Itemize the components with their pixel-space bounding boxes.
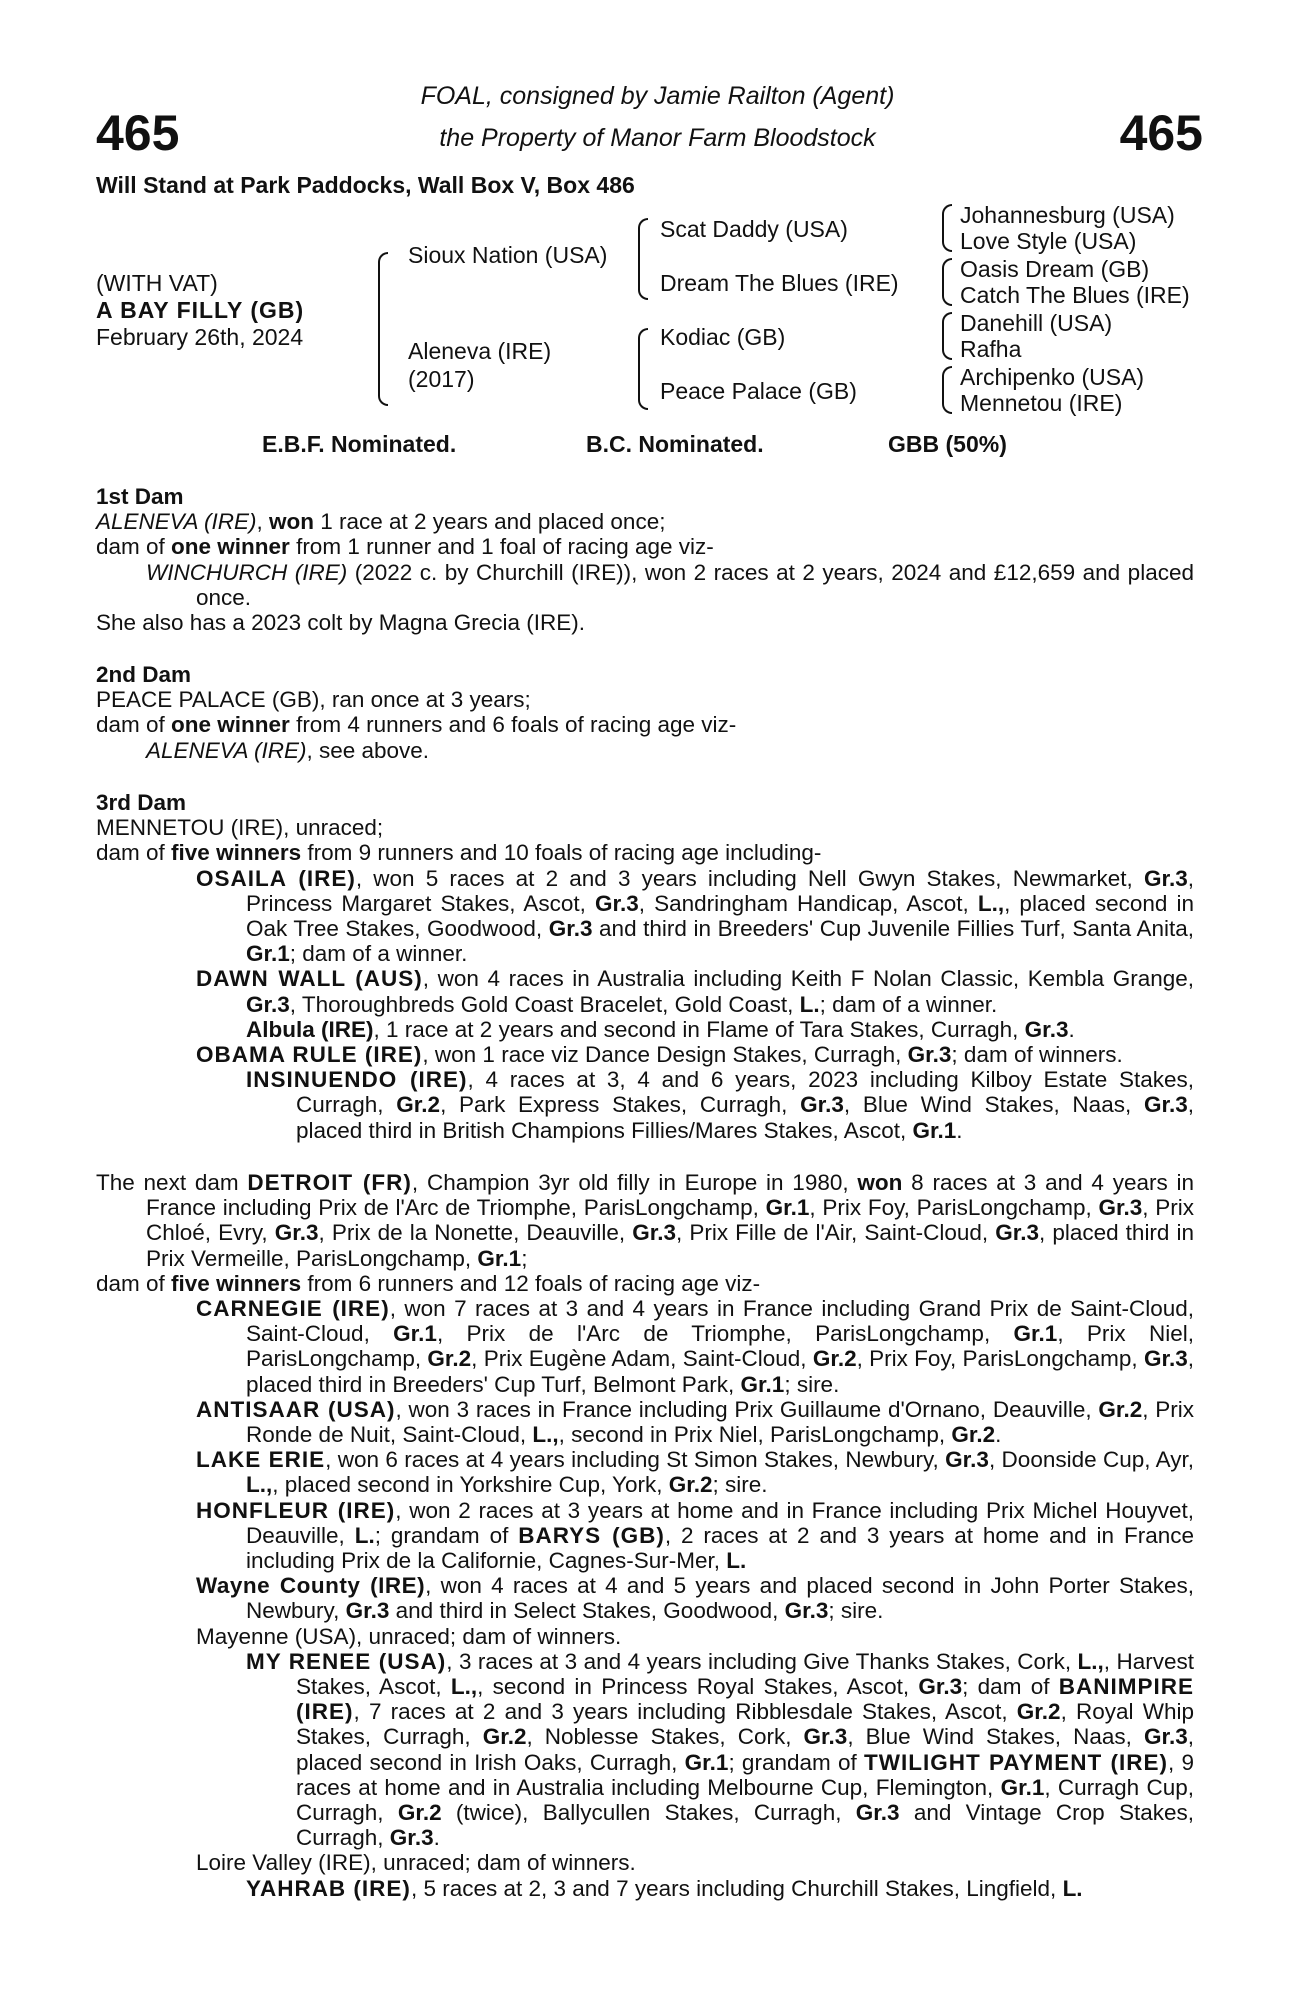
vat-label: (WITH VAT) <box>96 270 218 296</box>
progeny-entry: LAKE ERIE, won 6 races at 4 years including St Simon Stakes, Newbury, Gr.3, Doonside Cup, Ayr, L.,, placed second in Yorkshire Cup, York, Gr.2; sire. <box>196 1447 1194 1498</box>
sire-dam: Dream The Blues (IRE) <box>660 270 899 296</box>
first-dam-section <box>96 484 1194 635</box>
progeny-entry: Loire Valley (IRE), unraced; dam of winners. <box>196 1850 636 1876</box>
g3-ancestor: Oasis Dream (GB) <box>960 256 1150 282</box>
section-heading: 2nd Dam <box>96 662 192 687</box>
g3-ancestor: Mennetou (IRE) <box>960 390 1123 416</box>
progeny-entry: ANTISAAR (USA), won 3 races in France including Prix Guillaume d'Ornano, Deauville, Gr.2, Prix Ronde de Nuit, Saint-Cloud, L.,, second in Prix Niel, ParisLongchamp, Gr.2. <box>196 1396 1194 1448</box>
g3-ancestor: Johannesburg (USA) <box>960 202 1175 228</box>
next-dam-section <box>96 1170 1194 1901</box>
sire: Sioux Nation (USA) <box>408 242 608 268</box>
property-line: the Property of Manor Farm Bloodstock <box>439 124 876 152</box>
second-dam-section <box>96 662 1194 763</box>
pedigree-brace-g3c <box>942 312 952 360</box>
progeny-entry: WINCHURCH (IRE) (2022 c. by Churchill (IRE)), won 2 races at 2 years, 2024 and £12,659 and placed once. <box>146 559 1194 610</box>
pedigree-brace-g3a <box>942 204 952 252</box>
progeny-entry: Mayenne (USA), unraced; dam of winners. <box>196 1623 622 1649</box>
progeny-entry: Albula (IRE), 1 race at 2 years and second in Flame of Tara Stakes, Curragh, Gr.3. <box>246 1016 1075 1042</box>
g3-ancestor: Rafha <box>960 336 1022 362</box>
progeny-entry: CARNEGIE (IRE), won 7 races at 3 and 4 years in France including Grand Prix de Saint-Cloud, Saint-Cloud, Gr.1, Prix de l'Arc de Triomphe, ParisLongchamp, Gr.1, Prix Niel, ParisLongchamp, Gr.2, Prix Eugène Adam, Saint-Cloud, Gr.2, Prix Foy, ParisLongchamp, Gr.3, placed third in Breeders' Cup Turf, Belmont Park, Gr.1; sire. <box>196 1296 1194 1397</box>
pedigree-brace-g3b <box>942 258 952 306</box>
g3-ancestor: Danehill (USA) <box>960 310 1113 336</box>
produce-summary: dam of five winners from 9 runners and 10 foals of racing age including- <box>96 840 822 866</box>
lot-number-right: 465 <box>1119 105 1203 161</box>
progeny-name: WINCHURCH (IRE) <box>146 559 348 585</box>
section-heading: 1st Dam <box>96 484 184 509</box>
dam-record: MENNETOU (IRE), unraced; <box>96 815 384 841</box>
dam-record: PEACE PALACE (GB), ran once at 3 years; <box>96 687 531 713</box>
dam-name: ALENEVA (IRE) <box>96 509 257 535</box>
produce-summary: dam of five winners from 6 runners and 12 foals of racing age viz- <box>96 1270 761 1296</box>
also-note: She also has a 2023 colt by Magna Grecia (IRE). <box>96 610 586 636</box>
progeny-entry: OBAMA RULE (IRE), won 1 race viz Dance Design Stakes, Curragh, Gr.3; dam of winners. <box>196 1042 1123 1068</box>
g3-ancestor: Love Style (USA) <box>960 228 1137 254</box>
progeny-entry: DAWN WALL (AUS), won 4 races in Australia including Keith F Nolan Classic, Kembla Grange, Gr.3, Thoroughbreds Gold Coast Bracelet, Gold Coast, L.; dam of a winner. <box>196 966 1194 1017</box>
progeny-entry: INSINUENDO (IRE), 4 races at 3, 4 and 6 years, 2023 including Kilboy Estate Stakes, Curragh, Gr.2, Park Express Stakes, Curragh, Gr.3, Blue Wind Stakes, Naas, Gr.3, placed third in British Champions Fillies/Mares Stakes, Ascot, Gr.1. <box>246 1067 1194 1143</box>
subject-dob: February 26th, 2024 <box>96 324 304 350</box>
progeny-entry: Wayne County (IRE), won 4 races at 4 and 5 years and placed second in John Porter Stakes, Newbury, Gr.3 and third in Select Stakes, Goodwood, Gr.3; sire. <box>196 1573 1195 1624</box>
dam-dam: Peace Palace (GB) <box>660 378 857 404</box>
produce-summary: dam of one winner from 1 runner and 1 foal of racing age viz- <box>96 534 714 560</box>
progeny-entry: YAHRAB (IRE), 5 races at 2, 3 and 7 years including Churchill Stakes, Lingfield, L. <box>246 1875 1083 1901</box>
lot-number-left: 465 <box>96 105 180 161</box>
gbb-nomination: GBB (50%) <box>888 431 1007 457</box>
pedigree-brace-sire <box>638 218 648 300</box>
pedigree-brace-dam <box>638 328 648 410</box>
progeny-entry: MY RENEE (USA), 3 races at 3 and 4 years including Give Thanks Stakes, Cork, L.,, Harvest Stakes, Ascot, L.,, second in Princess Royal Stakes, Ascot, Gr.3; dam of BANIMPIRE (IRE), 7 races at 2 and 3 years including Ribblesdale Stakes, Ascot, Gr.2, Royal Whip Stakes, Curragh, Gr.2, Noblesse Stakes, Cork, Gr.3, Blue Wind Stakes, Naas, Gr.3, placed second in Irish Oaks, Curragh, Gr.1; grandam of TWILIGHT PAYMENT (IRE), 9 races at home and in Australia including Melbourne Cup, Flemington, Gr.1, Curragh Cup, Curragh, Gr.2 (twice), Ballycullen Stakes, Curragh, Gr.3 and Vintage Crop Stakes, Curragh, Gr.3. <box>246 1648 1195 1851</box>
pedigree-brace-g3d <box>942 366 952 414</box>
dam: Aleneva (IRE) <box>408 338 552 364</box>
stand-location: Will Stand at Park Paddocks, Wall Box V, Box 486 <box>96 172 635 198</box>
section-heading: 3rd Dam <box>96 790 187 815</box>
dam-year: (2017) <box>408 366 475 392</box>
subject-name: A BAY FILLY (GB) <box>96 297 305 323</box>
progeny-entry: HONFLEUR (IRE), won 2 races at 3 years at home and in France including Prix Michel Houyvet, Deauville, L.; grandam of BARYS (GB), 2 races at 2 and 3 years at home and in France including Prix de la Californie, Cagnes-Sur-Mer, L. <box>196 1497 1194 1574</box>
produce-summary: dam of one winner from 4 runners and 6 foals of racing age viz- <box>96 712 737 738</box>
bc-nomination: B.C. Nominated. <box>586 431 764 457</box>
progeny-entry: ALENEVA (IRE), see above. <box>146 737 430 763</box>
g3-ancestor: Catch The Blues (IRE) <box>960 282 1190 308</box>
dam-record: The next dam DETROIT (FR), Champion 3yr old filly in Europe in 1980, won 8 races at 3 and 4 years in France including Prix de l'Arc de Triomphe, ParisLongchamp, Gr.1, Prix Foy, ParisLongchamp, Gr.3, Prix Chloé, Evry, Gr.3, Prix de la Nonette, Deauville, Gr.3, Prix Fille de l'Air, Saint-Cloud, Gr.3, placed third in Prix Vermeille, ParisLongchamp, Gr.1; <box>96 1170 1195 1271</box>
dam-record: ALENEVA (IRE), won 1 race at 2 years and placed once; <box>96 509 666 535</box>
progeny-entry: OSAILA (IRE), won 5 races at 2 and 3 years including Nell Gwyn Stakes, Newmarket, Gr.3, Princess Margaret Stakes, Ascot, Gr.3, Sandringham Handicap, Ascot, L.,, placed second in Oak Tree Stakes, Goodwood, Gr.3 and third in Breeders' Cup Juvenile Fillies Turf, Santa Anita, Gr.1; dam of a winner. <box>196 865 1194 967</box>
g3-ancestor: Archipenko (USA) <box>960 364 1145 390</box>
pedigree-brace-main <box>378 252 388 406</box>
third-dam-section <box>96 790 1194 1143</box>
dam-sire: Kodiac (GB) <box>660 324 786 350</box>
sire-sire: Scat Daddy (USA) <box>660 216 848 242</box>
consignor-line: FOAL, consigned by Jamie Railton (Agent) <box>420 82 895 110</box>
ebf-nomination: E.B.F. Nominated. <box>262 431 457 457</box>
